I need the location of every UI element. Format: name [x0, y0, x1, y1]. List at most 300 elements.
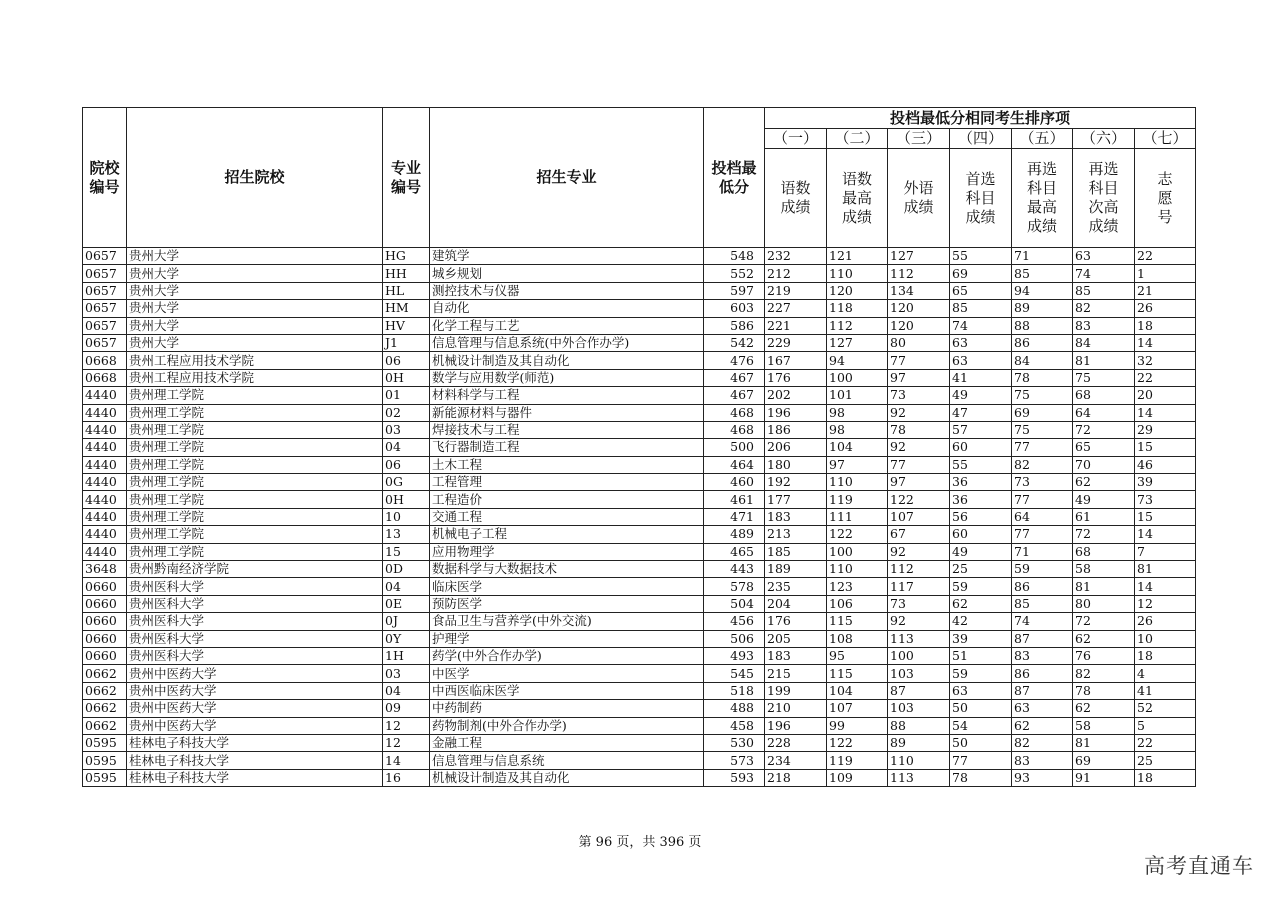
cell-tie-1: 183	[765, 647, 827, 664]
cell-tie-2: 123	[827, 578, 888, 595]
cell-tie-3: 77	[888, 456, 950, 473]
cell-school-code: 0657	[83, 300, 127, 317]
cell-school-name: 贵州理工学院	[127, 474, 383, 491]
cell-tie-1: 176	[765, 369, 827, 386]
cell-tie-2: 98	[827, 404, 888, 421]
cell-tie-6: 62	[1073, 700, 1135, 717]
table-row	[83, 578, 1196, 595]
cell-tie-6: 78	[1073, 682, 1135, 699]
cell-major-code: 03	[383, 421, 430, 438]
table-row	[83, 682, 1196, 699]
tie-item-label: 志愿号	[1135, 149, 1196, 248]
cell-tie-1: 167	[765, 352, 827, 369]
cell-major-name: 测控技术与仪器	[430, 282, 704, 299]
cell-tie-1: 234	[765, 752, 827, 769]
cell-tie-5: 86	[1012, 665, 1073, 682]
cell-major-code: 12	[383, 734, 430, 751]
cell-min-score: 465	[704, 543, 765, 560]
cell-major-name: 机械设计制造及其自动化	[430, 769, 704, 786]
cell-tie-4: 62	[950, 595, 1012, 612]
cell-tie-3: 112	[888, 561, 950, 578]
cell-tie-2: 109	[827, 769, 888, 786]
cell-min-score: 603	[704, 300, 765, 317]
cell-tie-2: 94	[827, 352, 888, 369]
cell-tie-2: 115	[827, 613, 888, 630]
cell-tie-3: 120	[888, 300, 950, 317]
cell-school-name: 贵州理工学院	[127, 543, 383, 560]
cell-major-code: 06	[383, 352, 430, 369]
cell-major-code: HV	[383, 317, 430, 334]
cell-school-code: 4440	[83, 456, 127, 473]
cell-tie-3: 110	[888, 752, 950, 769]
cell-tie-6: 68	[1073, 543, 1135, 560]
cell-tie-3: 92	[888, 404, 950, 421]
cell-major-name: 信息管理与信息系统	[430, 752, 704, 769]
cell-school-code: 3648	[83, 561, 127, 578]
cell-tie-7: 46	[1135, 456, 1196, 473]
cell-major-code: 04	[383, 578, 430, 595]
cell-tie-1: 229	[765, 334, 827, 351]
cell-school-code: 4440	[83, 439, 127, 456]
cell-major-code: 0G	[383, 474, 430, 491]
cell-major-name: 材料科学与工程	[430, 387, 704, 404]
cell-major-code: 0H	[383, 369, 430, 386]
cell-major-name: 中西医临床医学	[430, 682, 704, 699]
cell-min-score: 468	[704, 404, 765, 421]
cell-major-name: 中药制药	[430, 700, 704, 717]
admission-score-table	[82, 107, 1196, 787]
cell-school-name: 贵州中医药大学	[127, 682, 383, 699]
cell-tie-7: 26	[1135, 300, 1196, 317]
tie-item-number: （七）	[1135, 129, 1196, 149]
table-row	[83, 700, 1196, 717]
cell-tie-3: 103	[888, 665, 950, 682]
cell-tie-2: 122	[827, 734, 888, 751]
cell-major-name: 新能源材料与器件	[430, 404, 704, 421]
cell-min-score: 586	[704, 317, 765, 334]
cell-min-score: 552	[704, 265, 765, 282]
cell-tie-4: 36	[950, 474, 1012, 491]
cell-tie-7: 81	[1135, 561, 1196, 578]
cell-tie-4: 63	[950, 682, 1012, 699]
cell-tie-1: 232	[765, 248, 827, 265]
cell-tie-4: 77	[950, 752, 1012, 769]
cell-school-code: 0660	[83, 578, 127, 595]
cell-tie-3: 120	[888, 317, 950, 334]
cell-tie-7: 18	[1135, 647, 1196, 664]
cell-tie-3: 117	[888, 578, 950, 595]
table-row	[83, 265, 1196, 282]
cell-tie-5: 69	[1012, 404, 1073, 421]
cell-tie-2: 108	[827, 630, 888, 647]
cell-tie-3: 67	[888, 526, 950, 543]
cell-major-code: 0J	[383, 613, 430, 630]
cell-major-code: J1	[383, 334, 430, 351]
cell-tie-3: 92	[888, 613, 950, 630]
cell-tie-4: 51	[950, 647, 1012, 664]
cell-tie-7: 10	[1135, 630, 1196, 647]
table-row	[83, 595, 1196, 612]
cell-tie-3: 88	[888, 717, 950, 734]
cell-tie-2: 107	[827, 700, 888, 717]
cell-school-code: 0657	[83, 248, 127, 265]
cell-school-code: 4440	[83, 508, 127, 525]
cell-tie-4: 78	[950, 769, 1012, 786]
cell-school-code: 0657	[83, 317, 127, 334]
cell-tie-7: 39	[1135, 474, 1196, 491]
cell-min-score: 542	[704, 334, 765, 351]
cell-tie-2: 98	[827, 421, 888, 438]
cell-tie-5: 63	[1012, 700, 1073, 717]
cell-tie-3: 92	[888, 543, 950, 560]
watermark: 高考直通车	[1144, 854, 1254, 878]
tie-item-label: 外语成绩	[888, 149, 950, 248]
cell-tie-4: 54	[950, 717, 1012, 734]
table-row	[83, 248, 1196, 265]
tie-item-number: （二）	[827, 129, 888, 149]
cell-tie-5: 86	[1012, 578, 1073, 595]
cell-tie-3: 78	[888, 421, 950, 438]
cell-tie-4: 41	[950, 369, 1012, 386]
cell-tie-4: 63	[950, 334, 1012, 351]
cell-tie-6: 84	[1073, 334, 1135, 351]
cell-tie-7: 18	[1135, 317, 1196, 334]
cell-major-name: 临床医学	[430, 578, 704, 595]
tie-item-label: 再选科目最高成绩	[1012, 149, 1073, 248]
cell-major-code: 14	[383, 752, 430, 769]
cell-tie-5: 77	[1012, 526, 1073, 543]
cell-school-code: 0657	[83, 265, 127, 282]
cell-tie-7: 25	[1135, 752, 1196, 769]
cell-tie-6: 81	[1073, 734, 1135, 751]
table-row	[83, 334, 1196, 351]
cell-min-score: 493	[704, 647, 765, 664]
cell-tie-4: 42	[950, 613, 1012, 630]
cell-tie-2: 111	[827, 508, 888, 525]
cell-school-name: 贵州理工学院	[127, 439, 383, 456]
cell-tie-4: 49	[950, 543, 1012, 560]
cell-tie-4: 85	[950, 300, 1012, 317]
cell-tie-2: 119	[827, 752, 888, 769]
cell-tie-1: 183	[765, 508, 827, 525]
cell-school-code: 4440	[83, 421, 127, 438]
cell-major-code: 10	[383, 508, 430, 525]
cell-min-score: 506	[704, 630, 765, 647]
cell-tie-1: 196	[765, 404, 827, 421]
cell-tie-1: 196	[765, 717, 827, 734]
table-row	[83, 734, 1196, 751]
cell-school-name: 贵州理工学院	[127, 421, 383, 438]
cell-school-code: 0595	[83, 752, 127, 769]
cell-tie-7: 14	[1135, 578, 1196, 595]
cell-tie-4: 65	[950, 282, 1012, 299]
tie-item-label: 语数成绩	[765, 149, 827, 248]
cell-min-score: 500	[704, 439, 765, 456]
cell-tie-6: 58	[1073, 717, 1135, 734]
cell-school-code: 4440	[83, 526, 127, 543]
cell-tie-7: 22	[1135, 734, 1196, 751]
cell-major-name: 飞行器制造工程	[430, 439, 704, 456]
cell-tie-5: 59	[1012, 561, 1073, 578]
cell-tie-4: 57	[950, 421, 1012, 438]
cell-tie-2: 118	[827, 300, 888, 317]
cell-school-name: 贵州理工学院	[127, 387, 383, 404]
cell-major-name: 中医学	[430, 665, 704, 682]
cell-tie-5: 89	[1012, 300, 1073, 317]
cell-major-code: 12	[383, 717, 430, 734]
cell-tie-6: 65	[1073, 439, 1135, 456]
cell-tie-4: 56	[950, 508, 1012, 525]
cell-school-code: 4440	[83, 474, 127, 491]
cell-tie-2: 110	[827, 474, 888, 491]
cell-school-name: 桂林电子科技大学	[127, 769, 383, 786]
cell-school-code: 4440	[83, 491, 127, 508]
cell-tie-6: 74	[1073, 265, 1135, 282]
cell-tie-6: 72	[1073, 526, 1135, 543]
table-row	[83, 456, 1196, 473]
cell-school-name: 贵州黔南经济学院	[127, 561, 383, 578]
cell-tie-6: 58	[1073, 561, 1135, 578]
cell-tie-7: 12	[1135, 595, 1196, 612]
cell-tie-1: 219	[765, 282, 827, 299]
cell-tie-1: 186	[765, 421, 827, 438]
table-row	[83, 630, 1196, 647]
cell-tie-3: 77	[888, 352, 950, 369]
cell-tie-5: 62	[1012, 717, 1073, 734]
cell-tie-7: 21	[1135, 282, 1196, 299]
cell-tie-4: 59	[950, 578, 1012, 595]
cell-tie-7: 14	[1135, 526, 1196, 543]
cell-tie-4: 25	[950, 561, 1012, 578]
cell-major-code: 0D	[383, 561, 430, 578]
cell-school-code: 0662	[83, 665, 127, 682]
cell-tie-7: 18	[1135, 769, 1196, 786]
cell-tie-2: 120	[827, 282, 888, 299]
table-body	[83, 248, 1196, 787]
cell-tie-3: 87	[888, 682, 950, 699]
table-row	[83, 769, 1196, 786]
cell-major-code: 0E	[383, 595, 430, 612]
cell-tie-5: 94	[1012, 282, 1073, 299]
table-row	[83, 543, 1196, 560]
page-footer: 第 96 页，共 396 页	[578, 835, 702, 850]
cell-major-code: HL	[383, 282, 430, 299]
cell-school-name: 贵州理工学院	[127, 526, 383, 543]
table-row	[83, 404, 1196, 421]
cell-major-name: 工程造价	[430, 491, 704, 508]
cell-tie-7: 7	[1135, 543, 1196, 560]
cell-min-score: 461	[704, 491, 765, 508]
cell-tie-1: 185	[765, 543, 827, 560]
cell-school-name: 贵州中医药大学	[127, 665, 383, 682]
cell-tie-1: 228	[765, 734, 827, 751]
cell-major-code: 09	[383, 700, 430, 717]
cell-school-name: 贵州大学	[127, 334, 383, 351]
cell-tie-1: 221	[765, 317, 827, 334]
header-school-code: 院校编号	[83, 108, 127, 248]
cell-min-score: 593	[704, 769, 765, 786]
tie-item-number: （四）	[950, 129, 1012, 149]
cell-tie-5: 75	[1012, 421, 1073, 438]
cell-min-score: 458	[704, 717, 765, 734]
cell-tie-6: 62	[1073, 630, 1135, 647]
cell-tie-4: 50	[950, 700, 1012, 717]
cell-tie-2: 104	[827, 682, 888, 699]
cell-tie-6: 82	[1073, 665, 1135, 682]
cell-tie-7: 15	[1135, 508, 1196, 525]
cell-tie-1: 213	[765, 526, 827, 543]
cell-major-name: 预防医学	[430, 595, 704, 612]
table-row	[83, 474, 1196, 491]
table-row	[83, 508, 1196, 525]
cell-school-name: 贵州工程应用技术学院	[127, 352, 383, 369]
cell-school-code: 0662	[83, 700, 127, 717]
cell-tie-3: 89	[888, 734, 950, 751]
cell-tie-6: 64	[1073, 404, 1135, 421]
cell-tie-5: 83	[1012, 752, 1073, 769]
cell-tie-7: 73	[1135, 491, 1196, 508]
cell-school-code: 0660	[83, 613, 127, 630]
cell-major-name: 焊接技术与工程	[430, 421, 704, 438]
header-major-code: 专业编号	[383, 108, 430, 248]
cell-min-score: 488	[704, 700, 765, 717]
cell-major-name: 药学(中外合作办学)	[430, 647, 704, 664]
cell-tie-7: 14	[1135, 334, 1196, 351]
cell-tie-3: 80	[888, 334, 950, 351]
cell-tie-2: 110	[827, 265, 888, 282]
header-min-score: 投档最低分	[704, 108, 765, 248]
cell-tie-4: 60	[950, 439, 1012, 456]
cell-major-name: 应用物理学	[430, 543, 704, 560]
cell-tie-2: 95	[827, 647, 888, 664]
cell-major-name: 机械设计制造及其自动化	[430, 352, 704, 369]
cell-major-name: 护理学	[430, 630, 704, 647]
cell-tie-7: 1	[1135, 265, 1196, 282]
cell-tie-6: 61	[1073, 508, 1135, 525]
cell-tie-1: 204	[765, 595, 827, 612]
cell-school-name: 贵州理工学院	[127, 456, 383, 473]
cell-tie-7: 22	[1135, 369, 1196, 386]
cell-tie-6: 83	[1073, 317, 1135, 334]
cell-major-code: 03	[383, 665, 430, 682]
cell-tie-6: 69	[1073, 752, 1135, 769]
cell-tie-7: 5	[1135, 717, 1196, 734]
cell-major-name: 数学与应用数学(师范)	[430, 369, 704, 386]
cell-tie-3: 122	[888, 491, 950, 508]
cell-tie-1: 180	[765, 456, 827, 473]
cell-tie-5: 87	[1012, 682, 1073, 699]
cell-min-score: 578	[704, 578, 765, 595]
cell-tie-3: 103	[888, 700, 950, 717]
cell-tie-5: 85	[1012, 265, 1073, 282]
cell-school-name: 桂林电子科技大学	[127, 752, 383, 769]
cell-major-name: 化学工程与工艺	[430, 317, 704, 334]
cell-tie-2: 100	[827, 543, 888, 560]
cell-tie-4: 55	[950, 456, 1012, 473]
cell-min-score: 545	[704, 665, 765, 682]
cell-min-score: 456	[704, 613, 765, 630]
cell-tie-3: 92	[888, 439, 950, 456]
cell-major-code: 0H	[383, 491, 430, 508]
cell-tie-7: 4	[1135, 665, 1196, 682]
cell-tie-5: 71	[1012, 543, 1073, 560]
cell-school-name: 贵州工程应用技术学院	[127, 369, 383, 386]
cell-tie-7: 32	[1135, 352, 1196, 369]
cell-tie-3: 113	[888, 769, 950, 786]
cell-school-code: 0662	[83, 682, 127, 699]
tie-item-label: 语数最高成绩	[827, 149, 888, 248]
cell-tie-4: 47	[950, 404, 1012, 421]
cell-tie-5: 82	[1012, 734, 1073, 751]
cell-tie-2: 122	[827, 526, 888, 543]
cell-school-code: 4440	[83, 543, 127, 560]
cell-tie-7: 29	[1135, 421, 1196, 438]
cell-tie-1: 215	[765, 665, 827, 682]
cell-tie-6: 82	[1073, 300, 1135, 317]
cell-tie-2: 110	[827, 561, 888, 578]
cell-major-name: 机械电子工程	[430, 526, 704, 543]
cell-min-score: 460	[704, 474, 765, 491]
cell-tie-1: 235	[765, 578, 827, 595]
cell-school-name: 贵州中医药大学	[127, 717, 383, 734]
cell-school-code: 0660	[83, 595, 127, 612]
cell-school-code: 0660	[83, 647, 127, 664]
cell-major-code: HM	[383, 300, 430, 317]
tie-item-number: （五）	[1012, 129, 1073, 149]
cell-min-score: 467	[704, 387, 765, 404]
cell-tie-5: 82	[1012, 456, 1073, 473]
table-row	[83, 752, 1196, 769]
cell-tie-6: 70	[1073, 456, 1135, 473]
cell-school-name: 贵州大学	[127, 300, 383, 317]
cell-tie-5: 83	[1012, 647, 1073, 664]
tie-item-label: 首选科目成绩	[950, 149, 1012, 248]
cell-major-code: 0Y	[383, 630, 430, 647]
tie-item-number: （三）	[888, 129, 950, 149]
cell-tie-1: 199	[765, 682, 827, 699]
cell-tie-4: 60	[950, 526, 1012, 543]
cell-tie-1: 192	[765, 474, 827, 491]
cell-major-name: 土木工程	[430, 456, 704, 473]
cell-major-code: HH	[383, 265, 430, 282]
table-row	[83, 491, 1196, 508]
cell-tie-3: 107	[888, 508, 950, 525]
cell-school-code: 0657	[83, 282, 127, 299]
cell-tie-5: 71	[1012, 248, 1073, 265]
table-row	[83, 352, 1196, 369]
cell-tie-6: 81	[1073, 578, 1135, 595]
cell-tie-3: 100	[888, 647, 950, 664]
cell-min-score: 518	[704, 682, 765, 699]
cell-tie-6: 49	[1073, 491, 1135, 508]
cell-school-name: 贵州医科大学	[127, 630, 383, 647]
cell-school-name: 贵州医科大学	[127, 578, 383, 595]
cell-school-code: 0595	[83, 769, 127, 786]
cell-tie-1: 218	[765, 769, 827, 786]
cell-tie-6: 80	[1073, 595, 1135, 612]
cell-tie-6: 63	[1073, 248, 1135, 265]
cell-tie-1: 227	[765, 300, 827, 317]
cell-tie-4: 39	[950, 630, 1012, 647]
cell-major-name: 信息管理与信息系统(中外合作办学)	[430, 334, 704, 351]
cell-tie-6: 76	[1073, 647, 1135, 664]
cell-tie-5: 75	[1012, 387, 1073, 404]
cell-major-code: 13	[383, 526, 430, 543]
cell-min-score: 530	[704, 734, 765, 751]
cell-major-code: 06	[383, 456, 430, 473]
cell-school-name: 桂林电子科技大学	[127, 734, 383, 751]
cell-min-score: 476	[704, 352, 765, 369]
